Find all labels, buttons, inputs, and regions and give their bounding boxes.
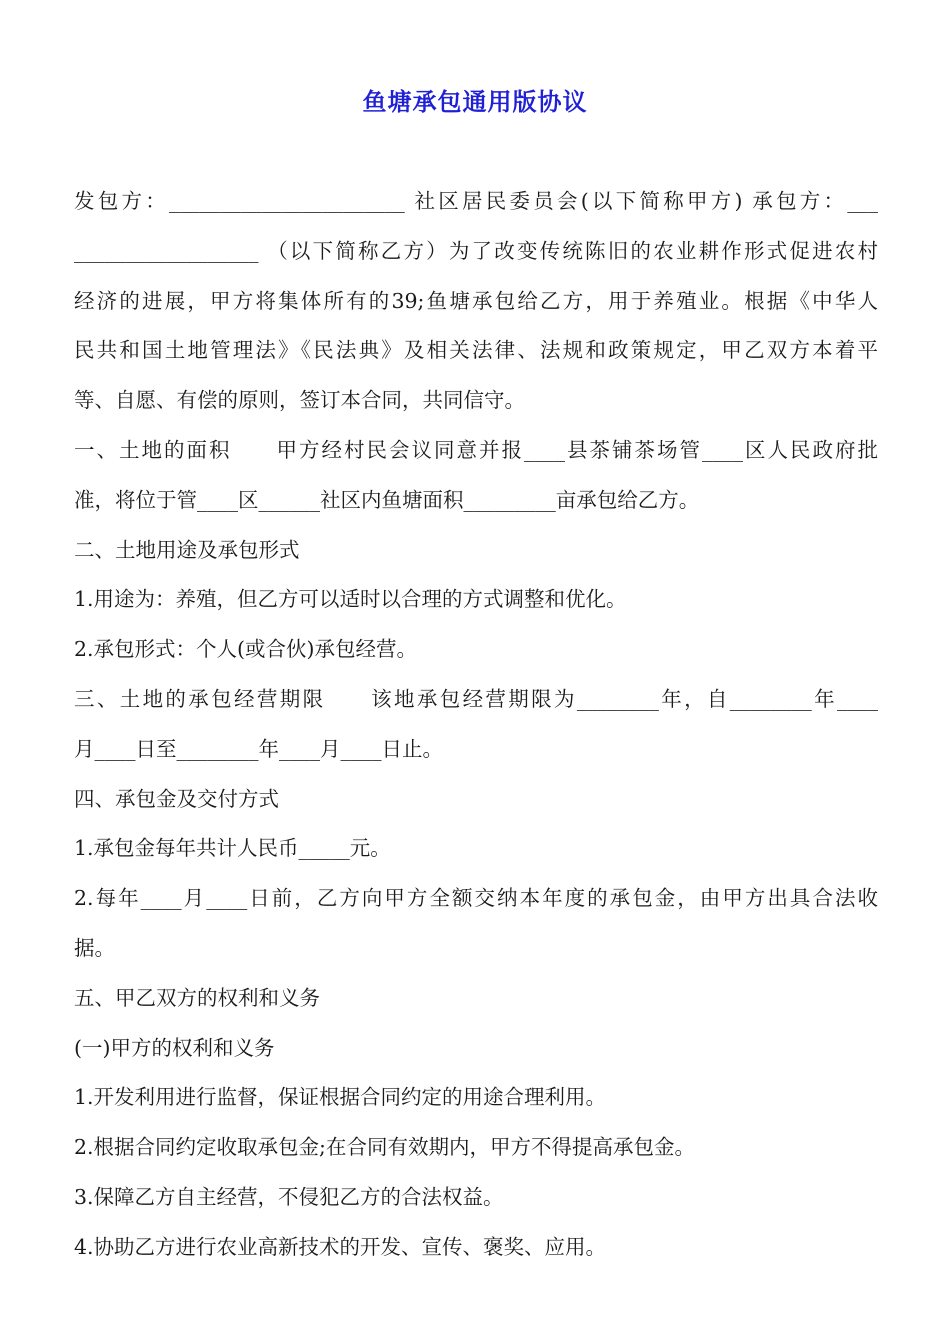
paragraph-line: 经济的进展，甲方将集体所有的39;鱼塘承包给乙方，用于养殖业。根据《中华人 bbox=[74, 288, 878, 313]
paragraph-line: 三、土地的承包经营期限 该地承包经营期限为________年，自________年____ bbox=[74, 686, 878, 711]
paragraph-line: 据。 bbox=[74, 935, 115, 960]
paragraph-line: 发包方：_______________________ 社区居民委员会(以下简称甲方) 承包方：___ bbox=[74, 189, 878, 213]
paragraph-line: 等、自愿、有偿的原则，签订本合同，共同信守。 bbox=[74, 388, 525, 413]
paragraph-line: 3.保障乙方自主经营，不侵犯乙方的合法权益。 bbox=[74, 1184, 504, 1209]
paragraph-line: 五、甲乙双方的权利和义务 bbox=[74, 985, 320, 1010]
document-title: 鱼塘承包通用版协议 bbox=[362, 88, 588, 116]
paragraph-line: 月____日至________年____月____日止。 bbox=[74, 736, 443, 761]
document-body bbox=[74, 177, 878, 1273]
paragraph-line: 一、土地的面积 甲方经村民会议同意并报____县茶铺茶场管____区人民政府批 bbox=[74, 437, 878, 462]
paragraph-line: 2.根据合同约定收取承包金;在合同有效期内，甲方不得提高承包金。 bbox=[74, 1135, 695, 1160]
paragraph-line: 1.用途为：养殖，但乙方可以适时以合理的方式调整和优化。 bbox=[74, 587, 627, 612]
paragraph-line: 民共和国土地管理法》《民法典》及相关法律、法规和政策规定，甲乙双方本着平 bbox=[74, 338, 878, 363]
paragraph-line: 4.协助乙方进行农业高新技术的开发、宣传、褒奖、应用。 bbox=[74, 1234, 607, 1259]
paragraph-line: 准，将位于管____区______社区内鱼塘面积_________亩承包给乙方。 bbox=[74, 487, 700, 512]
paragraph-line: 二、土地用途及承包形式 bbox=[74, 537, 300, 562]
paragraph-line: (一)甲方的权利和义务 bbox=[74, 1035, 275, 1060]
paragraph-line: 2.承包形式：个人(或合伙)承包经营。 bbox=[74, 637, 418, 662]
paragraph-line: __________________ （以下简称乙方）为了改变传统陈旧的农业耕作形式促进农村 bbox=[74, 238, 878, 263]
paragraph-line: 四、承包金及交付方式 bbox=[74, 786, 279, 811]
paragraph-line: 1.开发利用进行监督，保证根据合同约定的用途合理利用。 bbox=[74, 1085, 607, 1110]
paragraph-line: 1.承包金每年共计人民币_____元。 bbox=[74, 836, 391, 861]
paragraph-line: 2.每年____月____日前，乙方向甲方全额交纳本年度的承包金，由甲方出具合法收 bbox=[74, 886, 878, 911]
